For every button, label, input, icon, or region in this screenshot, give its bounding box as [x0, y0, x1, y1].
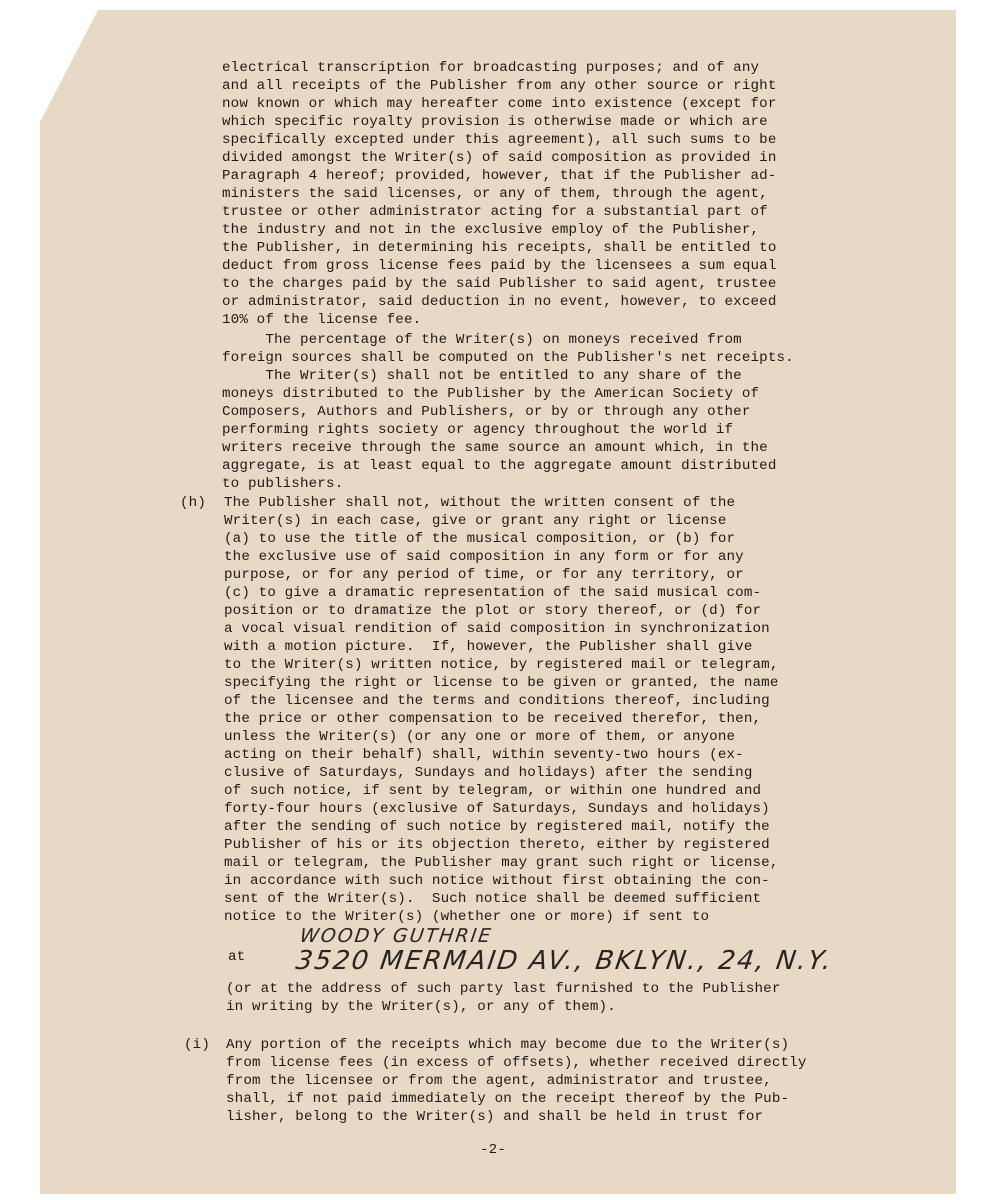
page-number: -2- — [480, 1142, 506, 1158]
text-line: Writer(s) in each case, give or grant any right or license — [224, 513, 727, 529]
text-line: deduct from gross license fees paid by the licensees a sum equal — [222, 258, 777, 274]
text-line: the price or other compensation to be received therefor, then, — [224, 711, 762, 727]
text-line: Publisher of his or its objection thereto, either by registered — [224, 837, 770, 853]
text-line: after the sending of such notice by registered mail, notify the — [224, 819, 770, 835]
text-line: ministers the said licenses, or any of them, through the agent, — [222, 186, 768, 202]
text-line: acting on their behalf) shall, within seventy-two hours (ex- — [224, 747, 744, 763]
text-line: position or to dramatize the plot or story thereof, or (d) for — [224, 603, 762, 619]
text-line: The percentage of the Writer(s) on moneys received from — [222, 332, 742, 348]
text-line: the Publisher, in determining his receipts, shall be entitled to — [222, 240, 777, 256]
paragraph-label: (i) — [184, 1037, 210, 1053]
text-line: forty-four hours (exclusive of Saturdays, Sundays and holidays) — [224, 801, 770, 817]
text-line: with a motion picture. If, however, the Publisher shall give — [224, 639, 753, 655]
text-line: to the charges paid by the said Publisher to said agent, trustee — [222, 276, 777, 292]
text-line: to the Writer(s) written notice, by registered mail or telegram, — [224, 657, 779, 673]
text-line: (c) to give a dramatic representation of the said musical com- — [224, 585, 762, 601]
text-line: from the licensee or from the agent, administrator and trustee, — [226, 1073, 772, 1089]
text-line: in writing by the Writer(s), or any of them). — [226, 999, 616, 1015]
text-line: of such notice, if sent by telegram, or within one hundred and — [224, 783, 762, 799]
text-line: clusive of Saturdays, Sundays and holidays) after the sending — [224, 765, 753, 781]
text-line: from license fees (in excess of offsets), whether received directly — [226, 1055, 807, 1071]
text-line: in accordance with such notice without first obtaining the con- — [224, 873, 770, 889]
text-line: Composers, Authors and Publishers, or by or through any other — [222, 404, 751, 420]
text-line: shall, if not paid immediately on the receipt thereof by the Pub- — [226, 1091, 790, 1107]
text-line: aggregate, is at least equal to the aggregate amount distributed — [222, 458, 777, 474]
text-line: specifying the right or license to be given or granted, the name — [224, 675, 779, 691]
paragraph-label: (h) — [180, 495, 206, 511]
text-line: moneys distributed to the Publisher by the American Society of — [222, 386, 760, 402]
text-line: specifically excepted under this agreement), all such sums to be — [222, 132, 777, 148]
text-line: divided amongst the Writer(s) of said composition as provided in — [222, 150, 777, 166]
text-line: unless the Writer(s) (or any one or more of them, or anyone — [224, 729, 736, 745]
text-line: 10% of the license fee. — [222, 312, 422, 328]
text-line: Paragraph 4 hereof; provided, however, that if the Publisher ad- — [222, 168, 777, 184]
text-line: (a) to use the title of the musical composition, or (b) for — [224, 531, 736, 547]
text-line: the exclusive use of said composition in any form or for any — [224, 549, 744, 565]
text-line: sent of the Writer(s). Such notice shall be deemed sufficient — [224, 891, 762, 907]
text-line: and all receipts of the Publisher from any other source or right — [222, 78, 777, 94]
text-line: The Writer(s) shall not be entitled to any share of the — [222, 368, 742, 384]
text-line: Any portion of the receipts which may become due to the Writer(s) — [226, 1037, 790, 1053]
at-label: at — [228, 949, 246, 965]
text-line: writers receive through the same source an amount which, in the — [222, 440, 768, 456]
text-line: notice to the Writer(s) (whether one or more) if sent to — [224, 909, 710, 925]
text-line: electrical transcription for broadcasting purposes; and of any — [222, 60, 760, 76]
text-line: of the licensee and the terms and conditions thereof, including — [224, 693, 770, 709]
text-line: now known or which may hereafter come into existence (except for — [222, 96, 777, 112]
handwritten-address: 3520 MERMAID AV., BKLYN., 24, N.Y. — [293, 946, 835, 976]
text-line: which specific royalty provision is otherwise made or which are — [222, 114, 768, 130]
text-line: lisher, belong to the Writer(s) and shall be held in trust for — [226, 1109, 764, 1125]
text-line: to publishers. — [222, 476, 344, 492]
text-line: foreign sources shall be computed on the Publisher's net receipts. — [222, 350, 794, 366]
text-line: trustee or other administrator acting for a substantial part of — [222, 204, 768, 220]
text-line: or administrator, said deduction in no event, however, to exceed — [222, 294, 777, 310]
text-line: purpose, or for any period of time, or for any territory, or — [224, 567, 744, 583]
text-line: the industry and not in the exclusive employ of the Publisher, — [222, 222, 760, 238]
text-line: mail or telegram, the Publisher may grant such right or license, — [224, 855, 779, 871]
text-line: a vocal visual rendition of said composition in synchronization — [224, 621, 770, 637]
text-line: performing rights society or agency throughout the world if — [222, 422, 734, 438]
text-line: The Publisher shall not, without the written consent of the — [224, 495, 736, 511]
text-line: (or at the address of such party last furnished to the Publisher — [226, 981, 781, 997]
handwritten-name: WOODY GUTHRIE — [298, 925, 494, 947]
